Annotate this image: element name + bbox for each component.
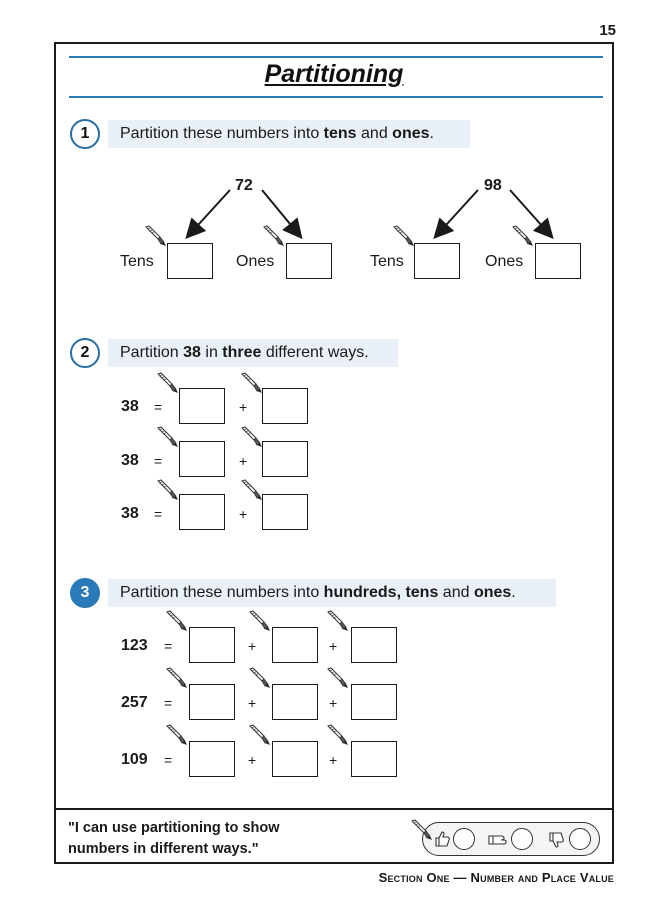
q1-number-98: 98	[484, 177, 502, 194]
q2-row-2-box-1[interactable]	[179, 441, 225, 477]
q1-72-ones-box[interactable]	[286, 243, 332, 279]
pencil-icon	[248, 724, 272, 746]
question-3-number: 3	[70, 578, 100, 608]
pencil-icon	[156, 426, 180, 448]
q1-tens-label-2: Tens	[370, 253, 404, 270]
pencil-icon	[262, 225, 286, 247]
pencil-icon	[156, 479, 180, 501]
pencil-icon	[248, 610, 272, 632]
q3-row-number: 257	[121, 694, 148, 711]
q3-row-1-box-3[interactable]	[351, 627, 397, 663]
plus-sign: +	[248, 695, 257, 711]
plus-sign: +	[239, 399, 248, 415]
q1-number-72: 72	[235, 177, 253, 194]
plus-sign: +	[248, 638, 257, 654]
q1-98-tens-box[interactable]	[414, 243, 460, 279]
pencil-icon	[165, 610, 189, 632]
question-1-instruction: Partition these numbers into tens and ones.	[108, 120, 470, 148]
pencil-icon	[165, 667, 189, 689]
q2-row-3-box-1[interactable]	[179, 494, 225, 530]
plus-sign: +	[329, 638, 338, 654]
title-rule-bottom	[69, 96, 603, 98]
q3-row-3-box-2[interactable]	[272, 741, 318, 777]
pencil-icon	[409, 819, 435, 841]
q2-row-2-box-2[interactable]	[262, 441, 308, 477]
equals-sign: =	[154, 399, 163, 415]
pencil-icon	[240, 426, 264, 448]
page-title: Partitioning	[264, 60, 404, 88]
plus-sign: +	[248, 752, 257, 768]
footer-divider	[54, 808, 614, 810]
q1-72-tens-box[interactable]	[167, 243, 213, 279]
pencil-icon	[240, 479, 264, 501]
q2-row-1-box-2[interactable]	[262, 388, 308, 424]
equals-sign: =	[164, 695, 173, 711]
question-3-instruction: Partition these numbers into hundreds, tens and ones.	[108, 579, 556, 607]
pencil-icon	[326, 610, 350, 632]
q2-row-number: 38	[121, 398, 139, 415]
pencil-icon	[165, 724, 189, 746]
self-check-circle-1[interactable]	[453, 828, 475, 850]
pencil-icon	[511, 225, 535, 247]
pencil-icon	[326, 667, 350, 689]
plus-sign: +	[239, 506, 248, 522]
self-check-circle-3[interactable]	[569, 828, 591, 850]
pencil-icon	[392, 225, 416, 247]
q3-row-number: 109	[121, 751, 148, 768]
pencil-icon	[248, 667, 272, 689]
plus-sign: +	[329, 752, 338, 768]
plus-sign: +	[239, 453, 248, 469]
thumbs-down-icon	[547, 829, 565, 849]
q3-row-3-box-3[interactable]	[351, 741, 397, 777]
pencil-icon	[240, 372, 264, 394]
question-1-number: 1	[70, 119, 100, 149]
q3-row-2-box-1[interactable]	[189, 684, 235, 720]
q3-row-1-box-2[interactable]	[272, 627, 318, 663]
title-rule-top	[69, 56, 603, 58]
page-number: 15	[599, 22, 616, 39]
self-check-circle-2[interactable]	[511, 828, 533, 850]
thumbs-sideways-icon	[487, 830, 509, 848]
q1-ones-label-2: Ones	[485, 253, 524, 270]
equals-sign: =	[164, 752, 173, 768]
pencil-icon	[144, 225, 168, 247]
q2-row-number: 38	[121, 505, 139, 522]
equals-sign: =	[154, 453, 163, 469]
plus-sign: +	[329, 695, 338, 711]
pencil-icon	[326, 724, 350, 746]
q2-row-3-box-2[interactable]	[262, 494, 308, 530]
equals-sign: =	[164, 638, 173, 654]
q3-row-number: 123	[121, 637, 148, 654]
question-2-number: 2	[70, 338, 100, 368]
self-assessment-statement: "I can use partitioning to show numbers in different ways."	[68, 820, 280, 857]
pencil-icon	[156, 372, 180, 394]
q1-tens-label: Tens	[120, 253, 154, 270]
equals-sign: =	[154, 506, 163, 522]
q1-ones-label: Ones	[236, 253, 275, 270]
q3-row-3-box-1[interactable]	[189, 741, 235, 777]
thumbs-up-icon	[433, 830, 451, 848]
q3-row-2-box-3[interactable]	[351, 684, 397, 720]
q2-row-number: 38	[121, 452, 139, 469]
section-label: Section One — Number and Place Value	[378, 870, 614, 885]
q3-row-1-box-1[interactable]	[189, 627, 235, 663]
self-assessment-tray	[422, 822, 600, 856]
q2-row-1-box-1[interactable]	[179, 388, 225, 424]
q3-row-2-box-2[interactable]	[272, 684, 318, 720]
question-2-instruction: Partition 38 in three different ways.	[108, 339, 398, 367]
q1-98-ones-box[interactable]	[535, 243, 581, 279]
